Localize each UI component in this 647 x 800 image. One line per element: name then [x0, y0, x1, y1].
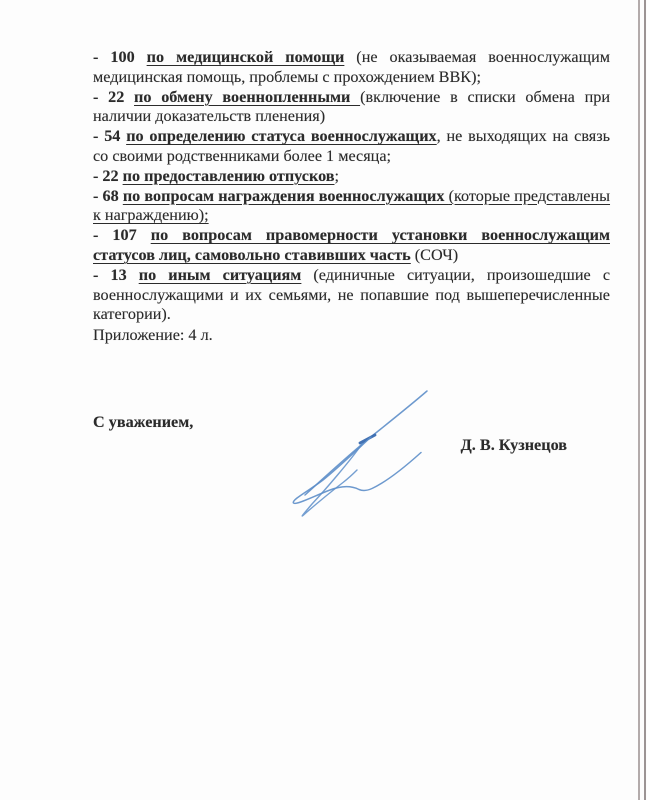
- list-item: [93, 187, 610, 227]
- closing-salutation: С уважением,: [93, 413, 194, 431]
- text-segment: - 13: [93, 265, 139, 284]
- text-segment: (единичные ситуации, произошедшие с военнослужащими и их семьями, не попавшие под вышеперечисленные категории).: [93, 265, 610, 324]
- list-item: [93, 167, 610, 187]
- text-segment: по вопросам награждения военнослужащих: [122, 186, 449, 205]
- text-segment: - 22: [93, 166, 123, 185]
- text-segment: - 68: [93, 186, 123, 205]
- signer-name: Д. В. Кузнецов: [460, 436, 567, 454]
- text-segment: по медицинской помощи: [146, 48, 345, 66]
- text-segment: по вопросам правомерности установки военнослужащим статусов лиц, самовольно ставивших часть: [93, 226, 610, 264]
- text-segment: по обмену военнопленными: [134, 87, 361, 106]
- list-item: [93, 127, 610, 167]
- scan-edge-line: [644, 0, 646, 800]
- text-segment: - 54: [93, 127, 127, 146]
- text-segment: - 22: [93, 87, 135, 106]
- text-segment: по предоставлению отпусков: [122, 166, 335, 185]
- text-segment: - 100: [93, 48, 147, 66]
- text-segment: по иным ситуациям: [138, 265, 302, 284]
- list-item: [93, 226, 610, 266]
- text-segment: (СОЧ): [410, 245, 459, 264]
- list-item: [93, 266, 610, 325]
- text-segment: (включение в списки обмена при наличии доказательств пленения): [93, 87, 611, 126]
- list-item: [93, 88, 610, 128]
- text-segment: ;: [334, 166, 339, 185]
- text-segment: (которые представлены к награждению);: [93, 186, 611, 225]
- category-list: [93, 48, 610, 325]
- text-segment: , не выходящих на связь со своими родственниками более 1 месяца;: [93, 127, 610, 165]
- text-segment: - 107: [93, 226, 151, 245]
- text-segment: по определению статуса военнослужащих: [126, 127, 437, 146]
- text-segment: (не оказываемая военнослужащим медицинская помощь, проблемы с прохождением ВВК);: [93, 48, 610, 86]
- scan-edge-line: [638, 0, 640, 800]
- list-item: [93, 48, 610, 88]
- attachment-note: Приложение: 4 л.: [93, 326, 213, 344]
